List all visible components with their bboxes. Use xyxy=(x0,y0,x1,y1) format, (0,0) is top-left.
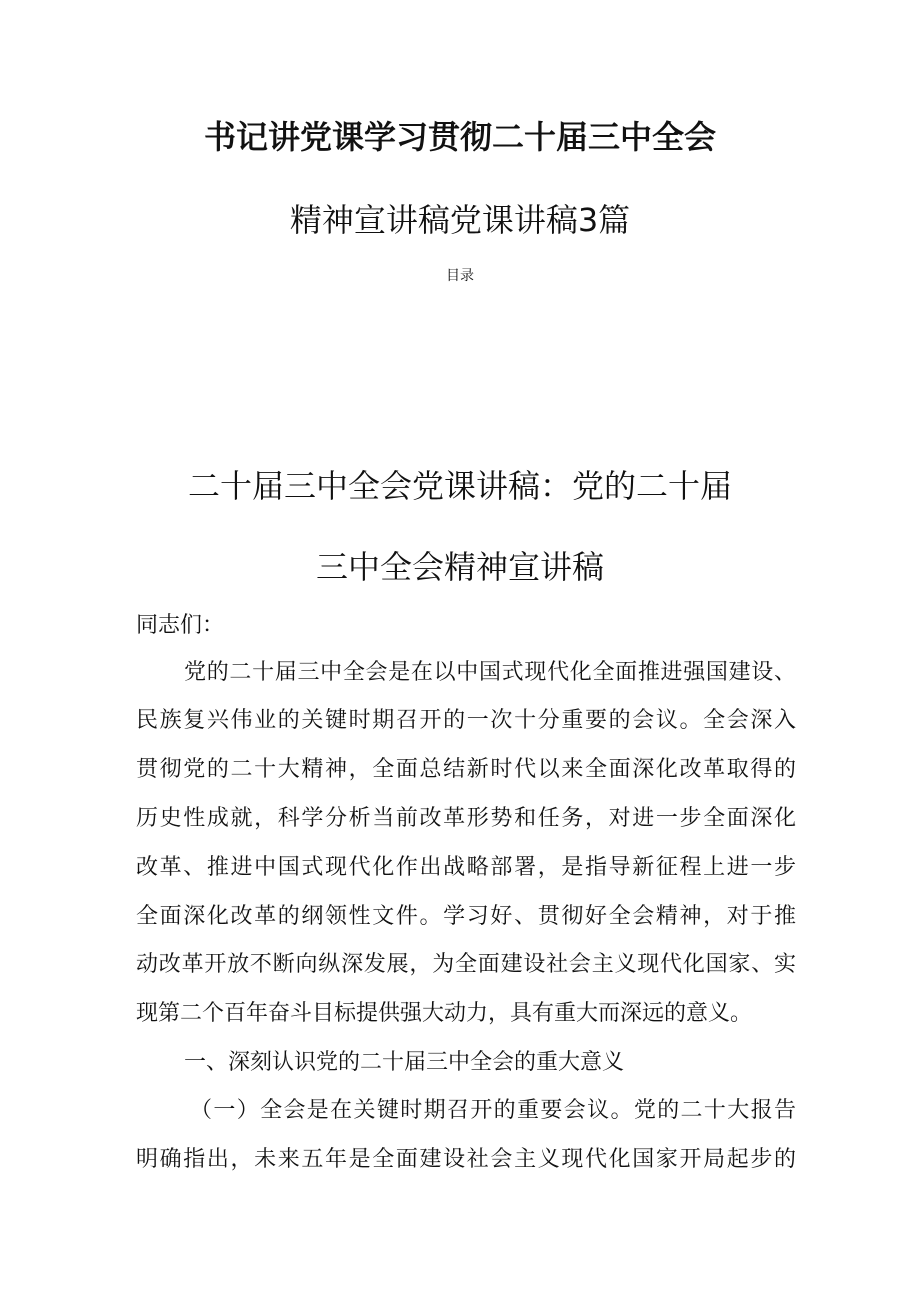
toc-label: 目录 xyxy=(446,268,474,284)
paragraph-line: 民族复兴伟业的关键时期召开的一次十分重要的会议。全会深入 xyxy=(136,708,796,733)
salutation: 同志们： xyxy=(136,613,225,638)
section-title-line-2: 三中全会精神宣讲稿 xyxy=(315,548,604,586)
paragraph-line: （一）全会是在关键时期召开的重要会议。党的二十大报告 xyxy=(190,1098,796,1123)
paragraph-line: 改革、推进中国式现代化作出战略部署，是指导新征程上进一步 xyxy=(136,855,796,880)
section-heading-1: 一、深刻认识党的二十届三中全会的重大意义 xyxy=(184,1050,625,1075)
paragraph-line: 动改革开放不断向纵深发展，为全面建设社会主义现代化国家、实 xyxy=(136,952,796,977)
section-title-line-1: 二十届三中全会党课讲稿：党的二十届 xyxy=(187,467,732,505)
paragraph-line: 现第二个百年奋斗目标提供强大动力，具有重大而深远的意义。 xyxy=(136,1001,753,1026)
paragraph-line: 全面深化改革的纲领性文件。学习好、贯彻好全会精神，对于推 xyxy=(136,904,796,929)
document-title-line-2: 精神宣讲稿党课讲稿3篇 xyxy=(289,201,631,239)
paragraph-line: 历史性成就，科学分析当前改革形势和任务，对进一步全面深化 xyxy=(136,806,796,831)
paragraph-line: 党的二十届三中全会是在以中国式现代化全面推进强国建设、 xyxy=(184,660,796,685)
document-title-line-1: 书记讲党课学习贯彻二十届三中全会 xyxy=(203,118,716,156)
paragraph-line: 明确指出，未来五年是全面建设社会主义现代化国家开局起步的 xyxy=(136,1147,796,1172)
paragraph-line: 贯彻党的二十大精神，全面总结新时代以来全面深化改革取得的 xyxy=(136,757,796,782)
